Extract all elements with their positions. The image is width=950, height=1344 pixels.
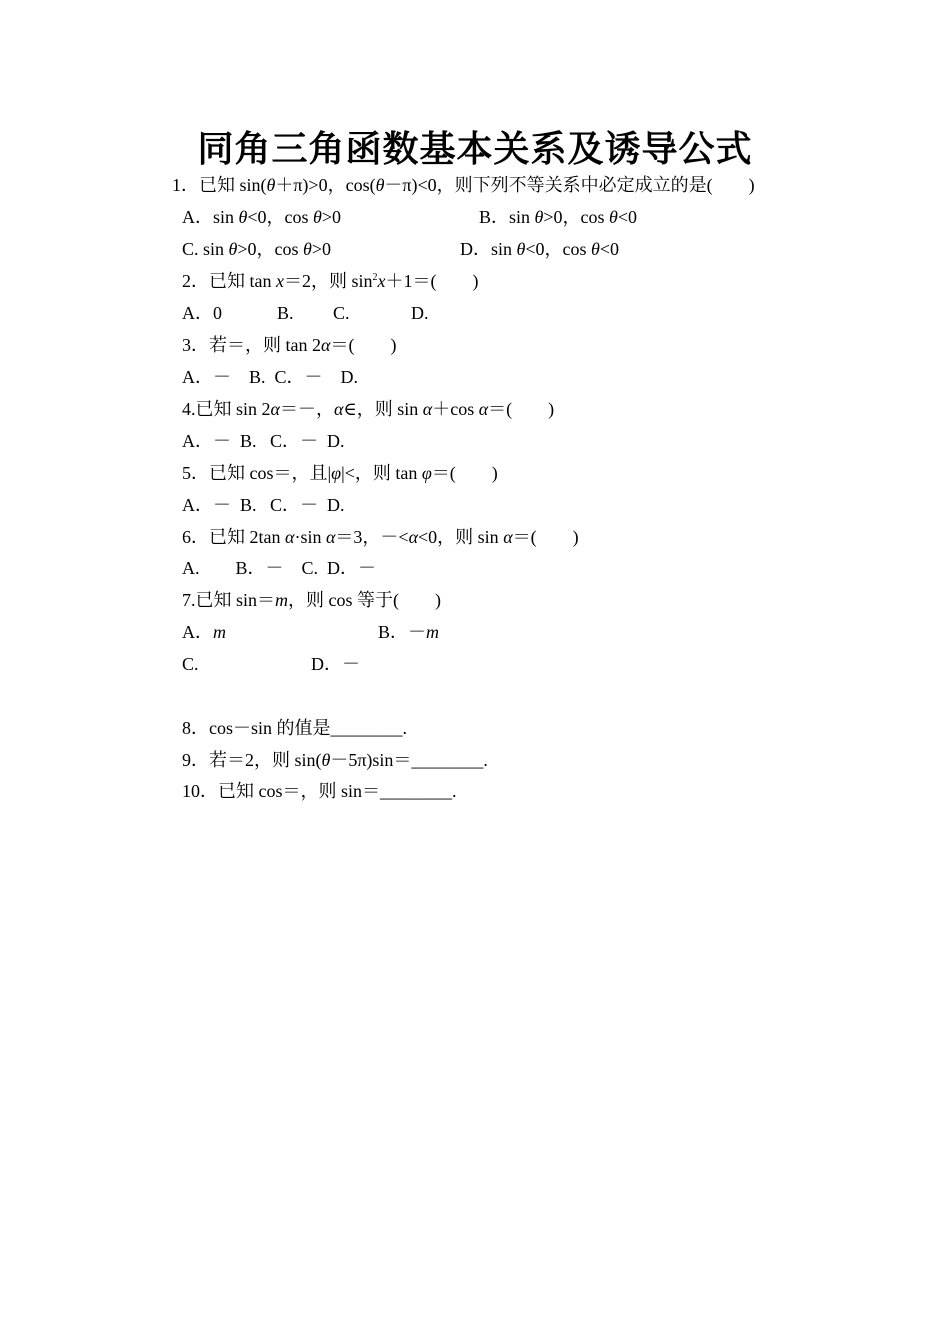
text: 4.已知 sin 2 — [182, 399, 271, 419]
var-theta: θ — [303, 239, 312, 259]
text: 3．若＝，则 tan 2 — [182, 335, 321, 355]
text: ·sin — [294, 527, 326, 547]
text: D．sin — [460, 239, 517, 259]
question-1-option-d — [460, 237, 619, 261]
text: >0，cos — [543, 207, 610, 227]
question-3-stem — [182, 333, 396, 357]
question-2-stem — [182, 269, 479, 293]
question-5-stem — [182, 461, 498, 485]
var-m: m — [275, 590, 289, 610]
var-theta: θ — [228, 239, 238, 259]
text: ＋1＝( ) — [385, 271, 479, 291]
text: 6．已知 2tan — [182, 527, 285, 547]
var-theta: θ — [313, 207, 322, 227]
text: ＝－， — [279, 399, 334, 419]
page-title: 同角三角函数基本关系及诱导公式 — [197, 129, 753, 170]
question-10: 10．已知 cos＝，则 sin＝________. — [182, 781, 457, 801]
var-alpha: α — [333, 399, 344, 419]
var-alpha: α — [325, 527, 336, 547]
question-3-options: A．－ B. C．－ D. — [182, 367, 359, 387]
text: >0 — [321, 207, 342, 227]
question-1-option-c — [182, 237, 331, 261]
question-2-option-d: D. — [411, 303, 429, 323]
question-4-stem — [182, 397, 554, 421]
text: ＝2，则 sin — [284, 271, 373, 291]
text: ＝( ) — [512, 527, 579, 547]
question-7-option-d: D．－ — [311, 654, 360, 674]
question-9 — [182, 748, 488, 772]
question-1-stem — [172, 173, 755, 197]
question-6-options: A. B．－ C. D．－ — [182, 558, 377, 578]
question-1-option-a — [182, 205, 341, 229]
text: >0 — [311, 239, 332, 259]
text: |<，则 tan — [341, 463, 422, 483]
var-alpha: α — [478, 399, 489, 419]
text: 1．已知 sin( — [172, 175, 267, 195]
text: <0，则 sin — [418, 527, 504, 547]
text: C. sin — [182, 239, 229, 259]
text: B．sin — [479, 207, 535, 227]
text: 9．若＝2，则 sin( — [182, 750, 322, 770]
text: 7.已知 sin＝ — [182, 590, 276, 610]
text: <0 — [599, 239, 620, 259]
var-alpha: α — [285, 527, 295, 547]
superscript: 2 — [372, 272, 378, 283]
var-theta: θ — [591, 239, 600, 259]
var-alpha: α — [270, 399, 280, 419]
question-2-option-a: A．0 — [182, 303, 222, 323]
var-alpha: α — [422, 399, 433, 419]
question-4-options: A．－ B. C．－ D. — [182, 431, 345, 451]
var-alpha: α — [408, 527, 419, 547]
text: A． — [182, 622, 213, 642]
text: 2．已知 tan — [182, 271, 276, 291]
var-theta: θ — [375, 175, 385, 195]
text: ＋cos — [432, 399, 479, 419]
question-1-option-b — [479, 205, 637, 229]
text: <0，cos — [525, 239, 592, 259]
text: <0，cos — [247, 207, 314, 227]
text: ＋π)>0，cos( — [275, 175, 376, 195]
question-7-option-a — [182, 620, 226, 644]
var-alpha: α — [503, 527, 513, 547]
question-2-option-b: B. — [277, 303, 294, 323]
var-theta: θ — [516, 239, 526, 259]
question-7-option-b — [378, 620, 439, 644]
text: －π)<0，则下列不等关系中必定成立的是( ) — [384, 175, 755, 195]
question-8: 8．cos－sin 的值是________. — [182, 718, 407, 738]
text: ＝( ) — [330, 335, 397, 355]
question-2-option-c: C. — [333, 303, 350, 323]
text: <0 — [617, 207, 638, 227]
text: ＝( ) — [431, 463, 498, 483]
text: >0，cos — [237, 239, 304, 259]
text: ∈，则 sin — [343, 399, 423, 419]
text: ＝3，－< — [335, 527, 409, 547]
var-theta: θ — [534, 207, 544, 227]
text: ，则 cos 等于( ) — [288, 590, 441, 610]
text: 5．已知 cos＝，且| — [182, 463, 332, 483]
var-m: m — [426, 622, 440, 642]
text: A．sin — [182, 207, 239, 227]
var-phi: φ — [421, 463, 432, 483]
text: －5π)sin＝________. — [330, 750, 488, 770]
var-theta: θ — [266, 175, 276, 195]
var-phi: φ — [331, 463, 342, 483]
question-5-options: A．－ B. C．－ D. — [182, 495, 345, 515]
var-m: m — [213, 622, 226, 642]
var-x: x — [377, 271, 386, 291]
var-theta: θ — [321, 750, 331, 770]
var-theta: θ — [238, 207, 248, 227]
var-x: x — [276, 271, 284, 291]
question-6-stem — [182, 525, 579, 549]
text: B．－ — [378, 622, 427, 642]
text: ＝( ) — [488, 399, 555, 419]
var-alpha: α — [321, 335, 331, 355]
var-theta: θ — [609, 207, 618, 227]
question-7-option-c: C. — [182, 654, 199, 674]
question-7-stem — [182, 588, 441, 612]
